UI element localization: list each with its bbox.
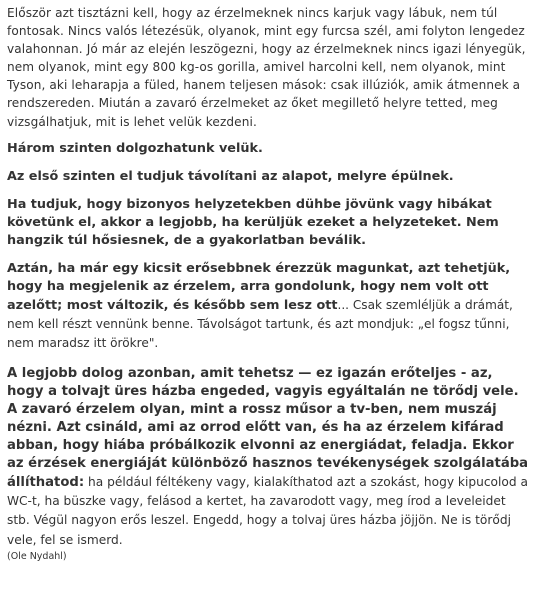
intro-paragraph: Először azt tisztázni kell, hogy az érzelmeknek nincs karjuk vagy lábuk, nem túl fontosak. Nincs valós létezésük, olyanok, mint egy furcsa szél, ami folyton lengedez valahonnan. Jó már az elején leszögezni, hogy az érzelmeknek nincs igazi lényegük, nem olyanok, mint egy 800 kg-os gorilla, amivel harcolni kell, nem olyanok, mint Tyson, aki leharapja a füled, hanem teljesen mások: csak illúziók, amik átmennek a rendszereden. Miután a zavaró érzelmeket az őket megillető helyre tetted, meg vizsgálhatjuk, mit is lehet velük kezdeni. <box>7 6 526 129</box>
author-signature: (Ole Nydahl) <box>7 550 67 562</box>
if-we-know-paragraph: Ha tudjuk, hogy bizonyos helyzetekben dühbe jövünk vagy hibákat követünk el, akkor a legjobb, ha kerüljük ezeket a helyzeteket. Nem hangzik túl hősiesnek, de a gyakorlatban beválik. <box>7 196 499 248</box>
then-paragraph-regular: ... Csak szemléljük a drámát, nem kell részt vennünk benne. Távolságot tartunk, és azt mondjuk: „el fogsz tűnni, nem maradsz itt örökre". <box>7 297 513 350</box>
best-paragraph-bold: A legjobb dolog azonban, amit tehetsz — ez igazán erőteljes - az, hogy a tolvajt üres házba engeded, vagyis egyáltalán ne törődj vele. A zavaró érzelem olyan, mint a rossz műsor a tv-ben, nem muszáj nézni. Azt csináld, ami az orrod előtt van, és ha az érzelem kifárad abban, hogy hiába próbálkozik elvonni az energiádat, feladja. Ekkor az érzések energiáját különböző hasznos tevékenységek szolgálatába állíthatod: <box>7 365 529 491</box>
best-paragraph-regular: ha például féltékeny vagy, kialakíthatod azt a szokást, hogy kipucolod a WC-t, ha büszke vagy, felásod a kertet, ha zavarodott vagy, meg írod a leveleidet stb. Végül nagyon erős leszel. Engedd, hogy a tolvaj üres házba jöjjön. Ne is törődj vele, fel se ismerd. <box>7 475 528 547</box>
then-paragraph <box>7 260 529 353</box>
then-paragraph-bold: Aztán, ha már egy kicsit erősebbnek érezzük magunkat, azt tehetjük, hogy ha megjelenik az érzelem, arra gondolunk, hogy nem volt ott azelőtt; most változik, és később sem lesz ott <box>7 260 511 313</box>
first-level-paragraph: Az első szinten el tudjuk távolítani az alapot, melyre épülnek. <box>7 168 454 184</box>
best-paragraph <box>7 365 529 550</box>
three-levels-heading: Három szinten dolgozhatunk velük. <box>7 140 263 156</box>
